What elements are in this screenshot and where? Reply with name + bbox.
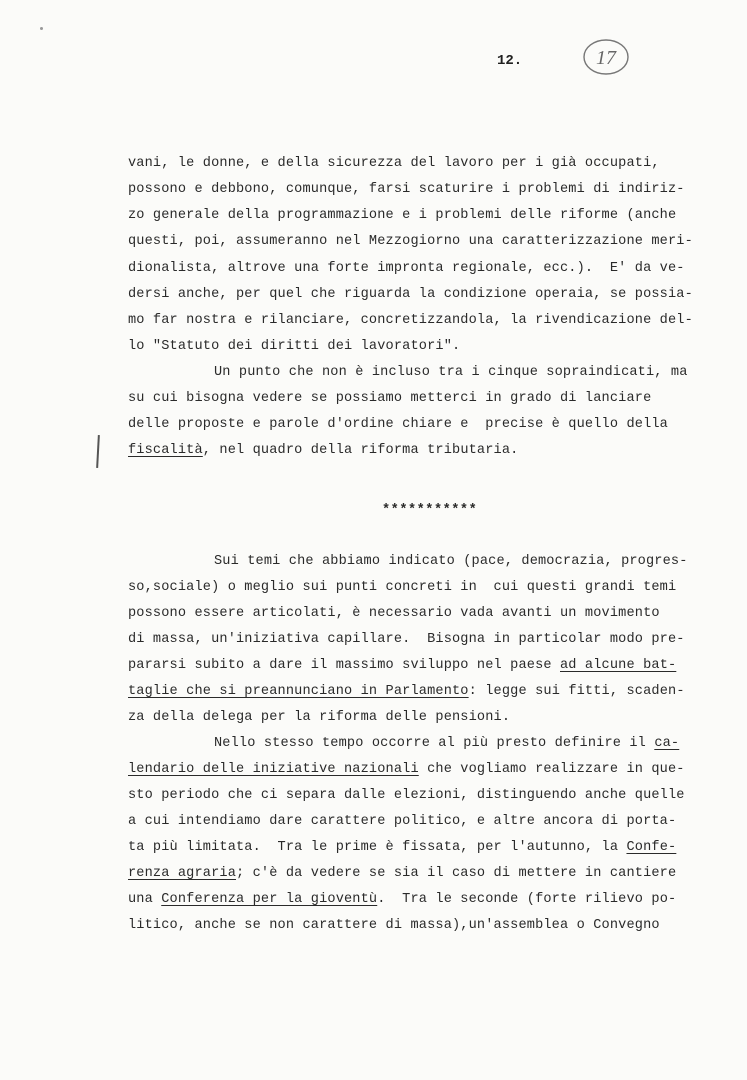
text-line: su cui bisogna vedere se possiamo metterci in grado di lanciare <box>128 391 652 406</box>
text-line: sto periodo che ci separa dalle elezioni, distinguendo anche quelle <box>128 788 685 803</box>
text-line: possono essere articolati, è necessario vada avanti un movimento <box>128 606 660 621</box>
text-line: di massa, un'iniziativa capillare. Bisogna in particolar modo pre- <box>128 632 685 647</box>
underlined-phrase: ad alcune bat- <box>560 658 677 673</box>
text-line <box>128 761 685 779</box>
handwritten-circle-icon <box>581 37 631 77</box>
archive-number: 17 <box>596 47 616 69</box>
text-line: mo far nostra e rilanciare, concretizzandola, la rivendicazione del- <box>128 313 693 328</box>
underlined-phrase: ca- <box>654 736 680 751</box>
underlined-phrase: Conferenza per la gioventù <box>161 892 378 907</box>
text-line <box>128 865 676 883</box>
text-span: una <box>128 892 162 907</box>
archive-number-stamp <box>581 37 631 77</box>
underlined-phrase: renza agraria <box>128 866 236 881</box>
text-line: dersi anche, per quel che riguarda la condizione operaia, se possia- <box>128 287 693 302</box>
text-line: zo generale della programmazione e i problemi delle riforme (anche <box>128 208 677 223</box>
text-span: . Tra le seconde (forte rilievo po- <box>377 892 677 907</box>
text-span: ta più limitata. Tra le prime è fissata, per l'autunno, la <box>128 840 627 855</box>
text-line: za della delega per la riforma delle pensioni. <box>128 710 511 725</box>
text-line: delle proposte e parole d'ordine chiare e precise è quello della <box>128 417 668 432</box>
text-line <box>214 735 679 753</box>
text-span: che vogliamo realizzare in que- <box>418 762 685 777</box>
margin-mark <box>96 435 100 468</box>
text-line <box>128 657 676 675</box>
text-line <box>128 683 685 701</box>
text-line: so,sociale) o meglio sui punti concreti in cui questi grandi temi <box>128 580 677 595</box>
text-line: Sui temi che abbiamo indicato (pace, democrazia, progres- <box>214 554 688 569</box>
text-line: Un punto che non è incluso tra i cinque sopraindicati, ma <box>214 365 688 380</box>
text-line: a cui intendiamo dare carattere politico, e altre ancora di porta- <box>128 814 677 829</box>
text-span: : legge sui fitti, scaden- <box>468 684 685 699</box>
text-line: lo "Statuto dei diritti dei lavoratori". <box>128 339 461 354</box>
text-line: vani, le donne, e della sicurezza del lavoro per i già occupati, <box>128 156 660 171</box>
text-line <box>128 891 676 909</box>
text-span: , nel quadro della riforma tributaria. <box>202 443 519 458</box>
text-line: possono e debbono, comunque, farsi scaturire i problemi di indiriz- <box>128 182 685 197</box>
underlined-phrase: fiscalità <box>128 443 203 458</box>
text-line: questi, poi, assumeranno nel Mezzogiorno una caratterizzazione meri- <box>128 234 693 249</box>
text-line: dionalista, altrove una forte impronta regionale, ecc.). E' da ve- <box>128 261 685 276</box>
page-number: 12. <box>497 53 523 69</box>
text-span: Nello stesso tempo occorre al più presto definire il <box>214 736 655 751</box>
underlined-phrase: taglie che si preannunciano in Parlamento <box>128 684 469 699</box>
section-separator: *********** <box>382 503 478 518</box>
underlined-phrase: lendario delle iniziative nazionali <box>128 762 419 777</box>
text-span: pararsi subito a dare il massimo sviluppo nel paese <box>128 658 560 673</box>
text-line <box>128 839 676 857</box>
underlined-phrase: Confe- <box>626 840 677 855</box>
text-span: ; c'è da vedere se sia il caso di mettere in cantiere <box>236 866 677 881</box>
scan-speck <box>40 27 43 30</box>
text-line: litico, anche se non carattere di massa),un'assemblea o Convegno <box>128 918 660 933</box>
text-line <box>128 442 518 460</box>
